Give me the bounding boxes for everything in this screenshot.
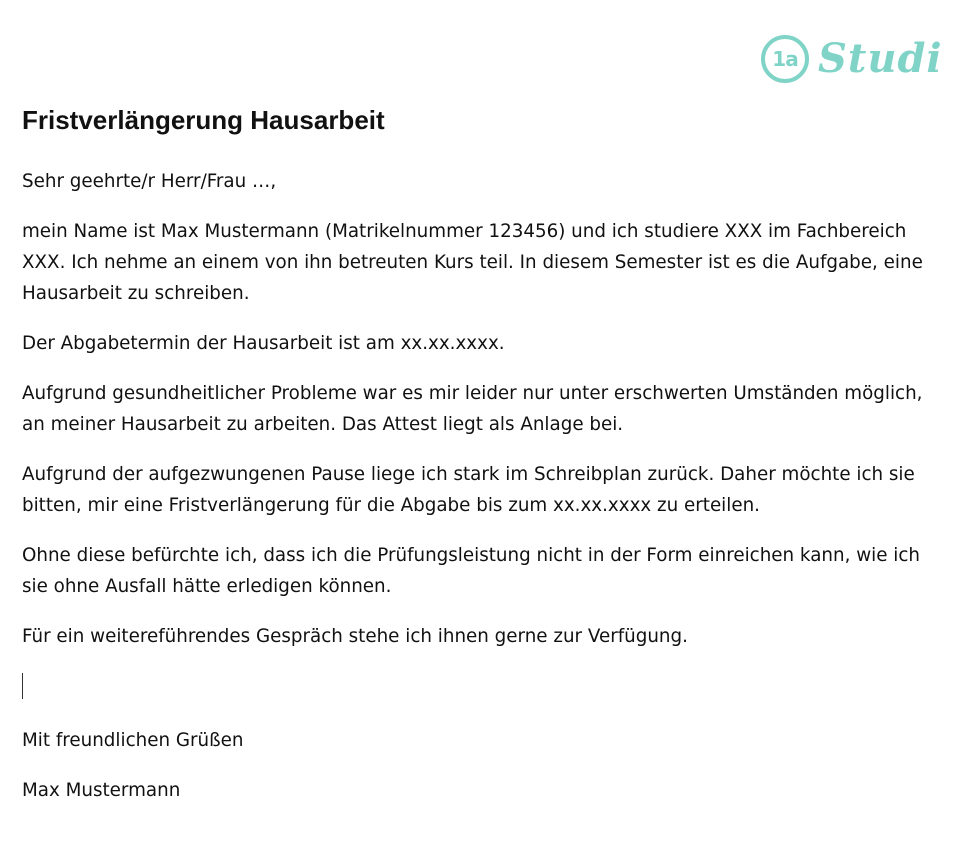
logo-badge-text: 1a <box>772 47 798 71</box>
closing: Mit freundlichen Grüßen <box>22 730 244 751</box>
paragraph-request: Aufgrund der aufgezwungenen Pause liege ich stark im Schreibplan zurück. Daher möchte ich sie bitten, mir eine Fristverlängerung für die Abgabe bis zum xx.xx.xxxx zu erteilen. <box>22 464 915 516</box>
document-body[interactable] <box>22 102 934 806</box>
document-title: Fristverlängerung Hausarbeit <box>22 105 385 135</box>
logo-badge <box>761 35 809 83</box>
paragraph-consequence: Ohne diese befürchte ich, dass ich die Prüfungsleistung nicht in der Form einreichen kann, wie ich sie ohne Ausfall hätte erledigen können. <box>22 545 920 597</box>
brand-logo <box>761 30 943 88</box>
text-cursor[interactable] <box>22 673 23 699</box>
salutation: Sehr geehrte/r Herr/Frau …, <box>22 171 277 192</box>
paragraph-offer: Für ein weitereführendes Gespräch stehe ich ihnen gerne zur Verfügung. <box>22 626 688 647</box>
paragraph-introduction: mein Name ist Max Mustermann (Matrikelnummer 123456) und ich studiere XXX im Fachbereich XXX. Ich nehme an einem von ihn betreuten Kurs teil. In diesem Semester ist es die Aufgabe, eine Hausarbeit zu schreiben. <box>22 221 923 304</box>
paragraph-reason: Aufgrund gesundheitlicher Probleme war es mir leider nur unter erschwerten Umständen möglich, an meiner Hausarbeit zu arbeiten. Das Attest liegt als Anlage bei. <box>22 383 923 435</box>
logo-wordmark: Studi <box>818 35 943 82</box>
signature: Max Mustermann <box>22 780 181 801</box>
paragraph-deadline: Der Abgabetermin der Hausarbeit ist am xx.xx.xxxx. <box>22 333 505 354</box>
